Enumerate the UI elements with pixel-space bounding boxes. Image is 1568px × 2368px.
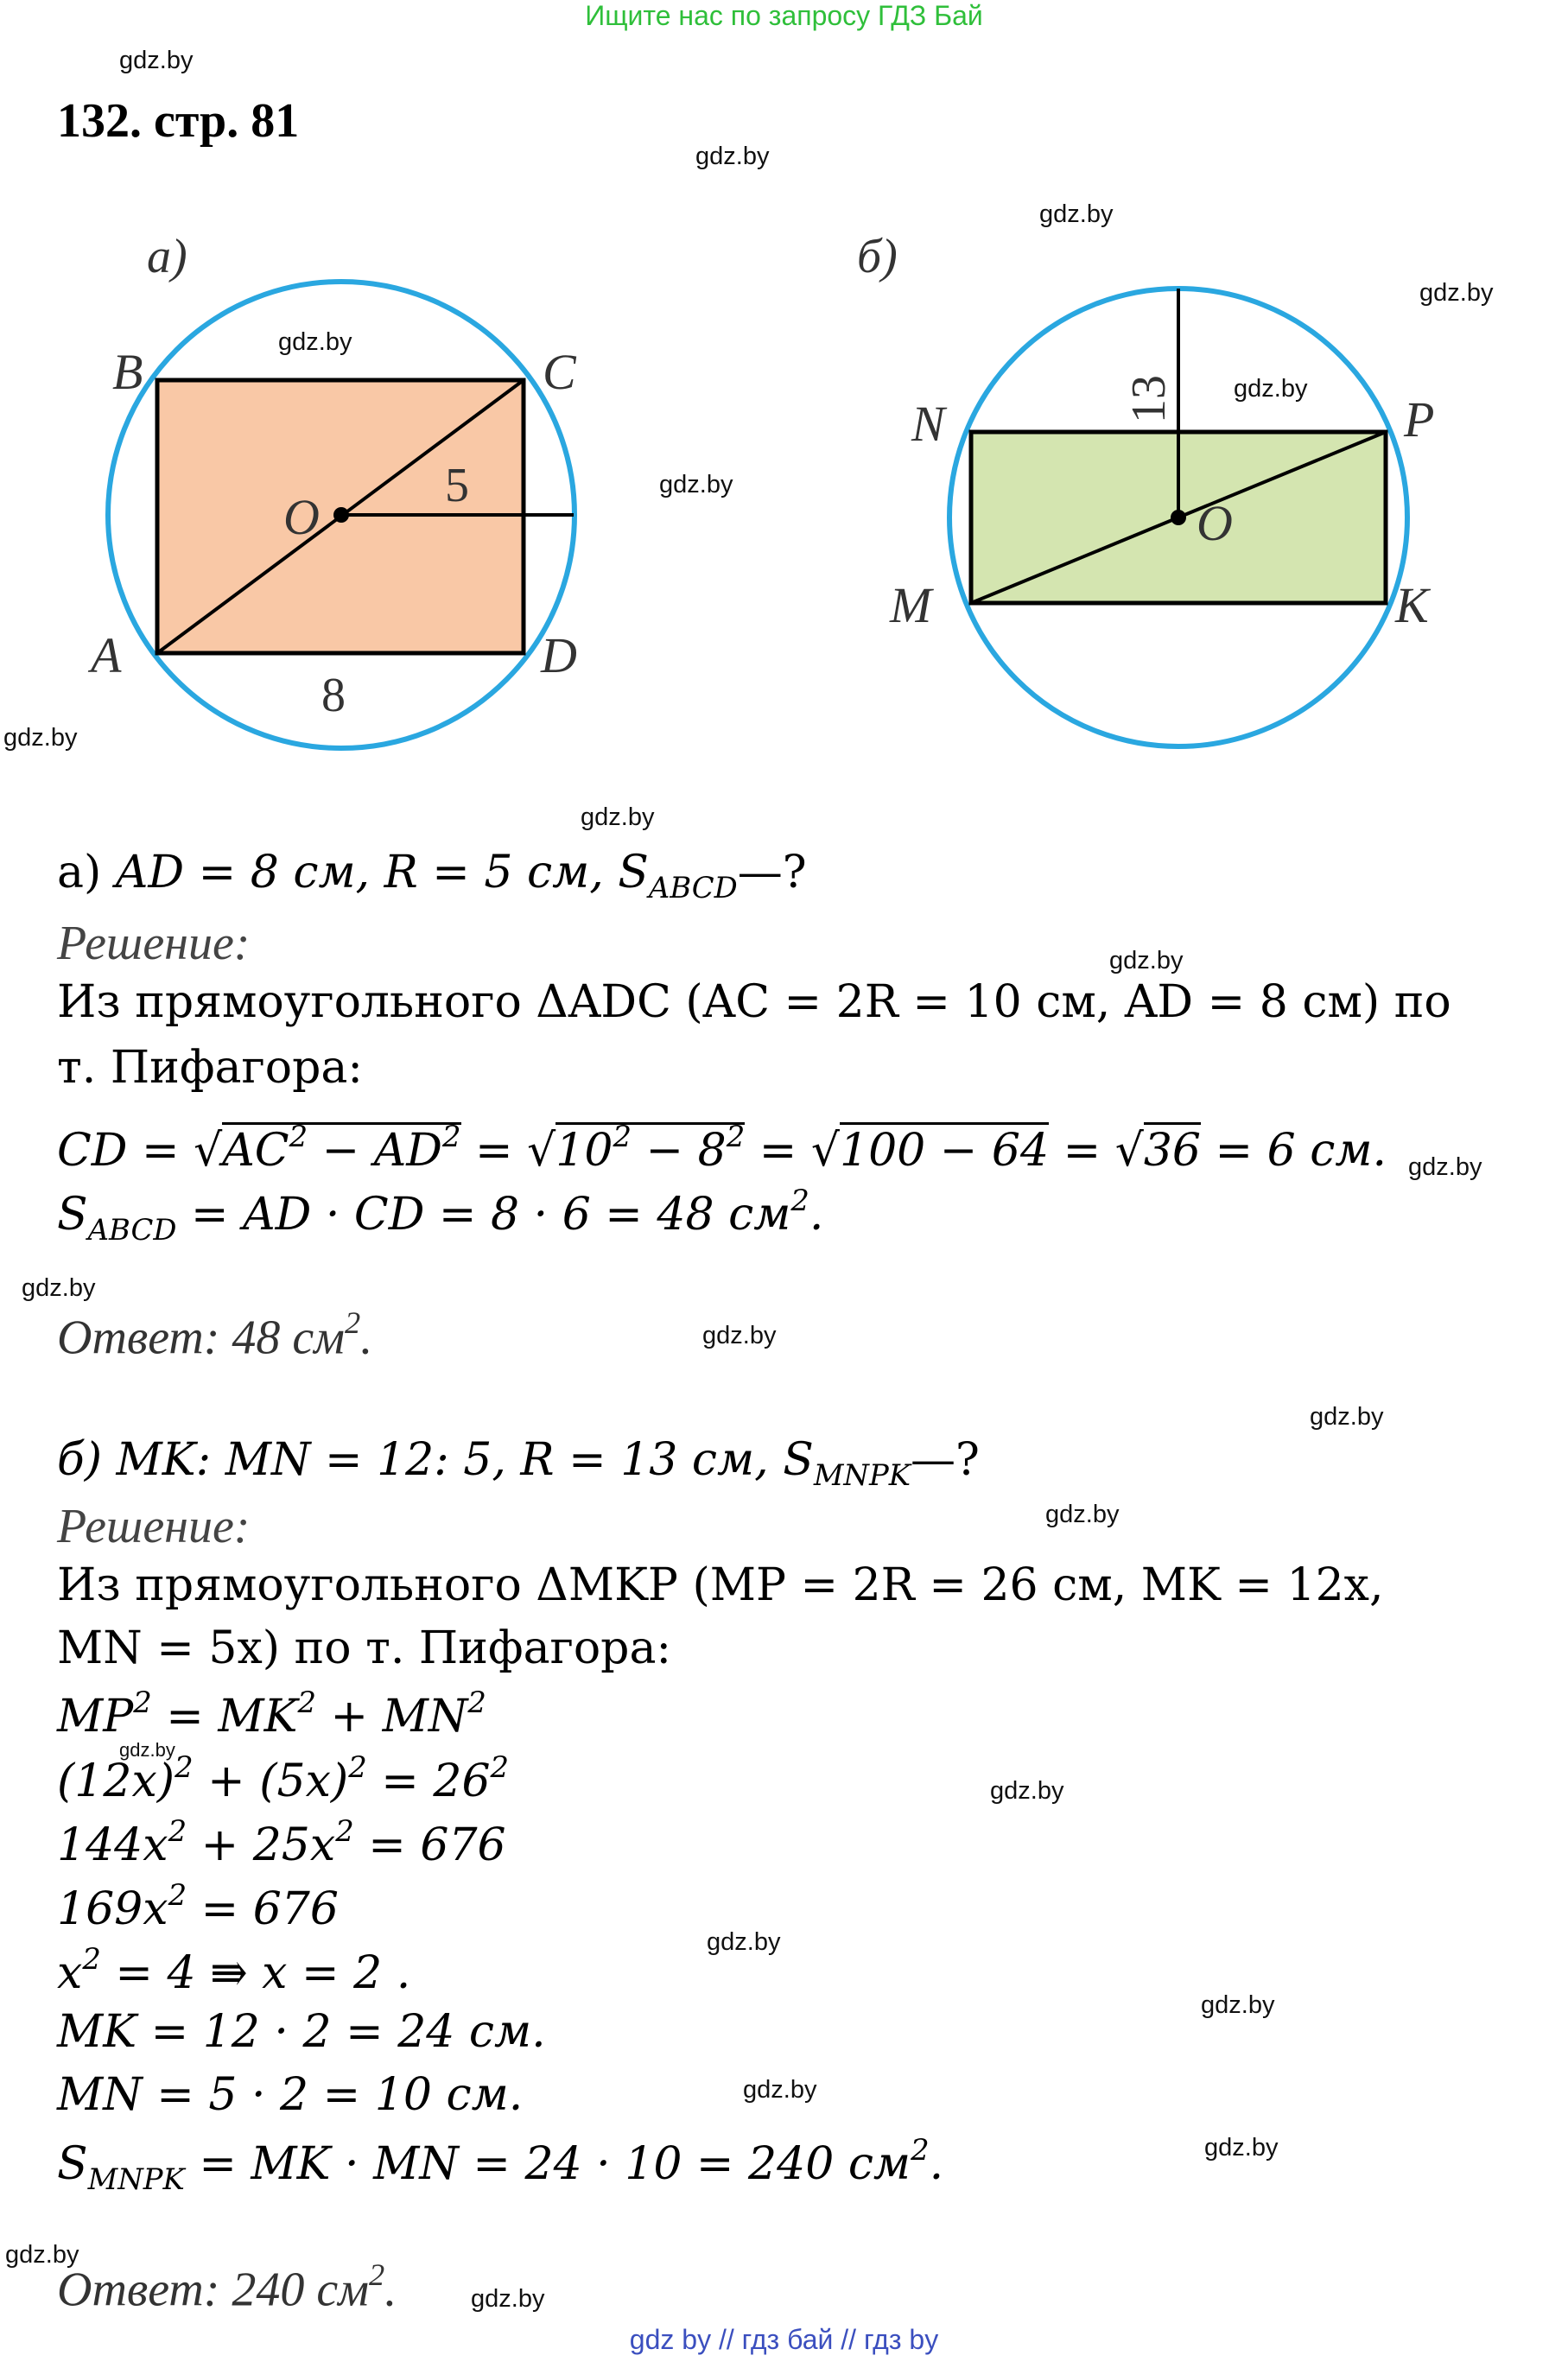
center-point — [1171, 510, 1186, 525]
part-b-solution-label: Решение: — [57, 1500, 251, 1553]
vertex-m: M — [890, 577, 932, 633]
watermark: gdz.by — [1408, 1153, 1482, 1181]
part-b-eq1: $MP^2 = MK^2 + MN^2$ — [57, 1686, 486, 1743]
vertex-n: N — [911, 396, 945, 452]
watermark: gdz.by — [1201, 1991, 1275, 2019]
watermark: gdz.by — [1109, 947, 1184, 974]
watermark: gdz.by — [119, 1739, 175, 1761]
watermark: gdz.by — [1204, 2134, 1279, 2162]
vertex-b: B — [112, 344, 143, 400]
watermark: gdz.by — [695, 143, 770, 170]
vertex-d: D — [541, 627, 577, 683]
vertex-a: A — [91, 627, 122, 683]
part-a-eq-cd: CD = $√AC^2 - AD^2 = √10^2 - 8^2 = √100 - 64 = √36 = 6$ см. — [57, 1120, 1387, 1177]
vertex-o: O — [283, 489, 320, 545]
part-b-line1: Из прямоугольного ΔMKP (MP = 2R = 26 см, MK = 12x, — [57, 1559, 1384, 1611]
watermark: gdz.by — [119, 47, 194, 74]
radicand: 36 — [1144, 1122, 1201, 1177]
watermark: gdz.by — [1234, 375, 1308, 403]
vertex-k: K — [1395, 577, 1429, 633]
part-b-given: б) MK: MN = 12: 5, R = 13 см, $S_{MNPK}—$? — [57, 1434, 980, 1492]
part-a-given: а) AD = 8 см, R = 5 см, $S_{ABCD}—$? — [57, 847, 807, 905]
watermark: gdz.by — [22, 1274, 96, 1302]
watermark: gdz.by — [990, 1777, 1064, 1805]
watermark: gdz.by — [581, 803, 655, 831]
page-title: 132. стр. 81 — [57, 94, 300, 148]
watermark: gdz.by — [5, 2241, 79, 2269]
watermark: gdz.by — [659, 471, 733, 498]
watermark: gdz.by — [1039, 200, 1114, 228]
figure-b-label: б) — [857, 230, 898, 283]
watermark: gdz.by — [702, 1322, 777, 1349]
part-b-answer: Ответ: 240 $см^2$. — [57, 2257, 397, 2317]
footer-links[interactable]: gdz by // гдз бай // гдз by — [629, 2324, 939, 2355]
part-a-solution-label: Решение: — [57, 917, 251, 970]
part-b-eq6: MK = 12 · 2 = 24 см. — [57, 2006, 546, 2058]
radius-label: 5 — [445, 459, 469, 512]
part-b-eq3: $144x^2 + 25x^2 = 676$ — [57, 1814, 506, 1871]
watermark: gdz.by — [1419, 279, 1494, 307]
watermark: gdz.by — [278, 328, 352, 356]
figure-a-label: а) — [147, 230, 187, 283]
vertex-c: C — [543, 344, 576, 400]
radius-label: 13 — [1122, 375, 1176, 423]
watermark: gdz.by — [707, 1928, 781, 1956]
part-b-eq8: $S_{MNPK}$ = MK · MN = 24 · 10 = 240 $см^2$. — [57, 2133, 944, 2196]
part-a-eq-s: $S_{ABCD}$ = AD · CD = 8 · 6 = 48 $см^2$. — [57, 1184, 824, 1247]
top-banner: Ищите нас по запросу ГДЗ Бай — [585, 0, 983, 31]
watermark: gdz.by — [743, 2076, 817, 2104]
part-b-line2: MN = 5x) по т. Пифагора: — [57, 1622, 671, 1674]
part-a-answer: Ответ: 48 $см^2$. — [57, 1305, 373, 1365]
watermark: gdz.by — [1045, 1501, 1120, 1528]
part-a-line1: Из прямоугольного ΔADC (AC = 2R = 10 см, AD = 8 см) по — [57, 976, 1451, 1028]
part-b-eq5: $x^2 = 4$ ⇛ x = 2 . — [57, 1942, 411, 1999]
part-b-eq7: MN = 5 · 2 = 10 см. — [57, 2069, 524, 2121]
side-label: 8 — [321, 669, 346, 722]
watermark: gdz.by — [3, 724, 78, 752]
watermark: gdz.by — [1310, 1403, 1384, 1431]
watermark: gdz.by — [471, 2285, 545, 2313]
radicand: $10^2 - 8^2$ — [555, 1120, 746, 1177]
figure-b — [0, 0, 1568, 778]
vertex-p: P — [1404, 391, 1435, 448]
radicand: 100 − 64 — [840, 1122, 1049, 1177]
part-b-eq4: $169x^2 = 676$ — [57, 1878, 339, 1935]
vertex-o: O — [1197, 495, 1233, 551]
radicand: $AC^2 - AD^2$ — [222, 1120, 461, 1177]
part-a-line2: т. Пифагора: — [57, 1042, 363, 1094]
part-b-eq2: $(12x)^2 + (5x)^2 = 26^2$ — [57, 1750, 510, 1807]
